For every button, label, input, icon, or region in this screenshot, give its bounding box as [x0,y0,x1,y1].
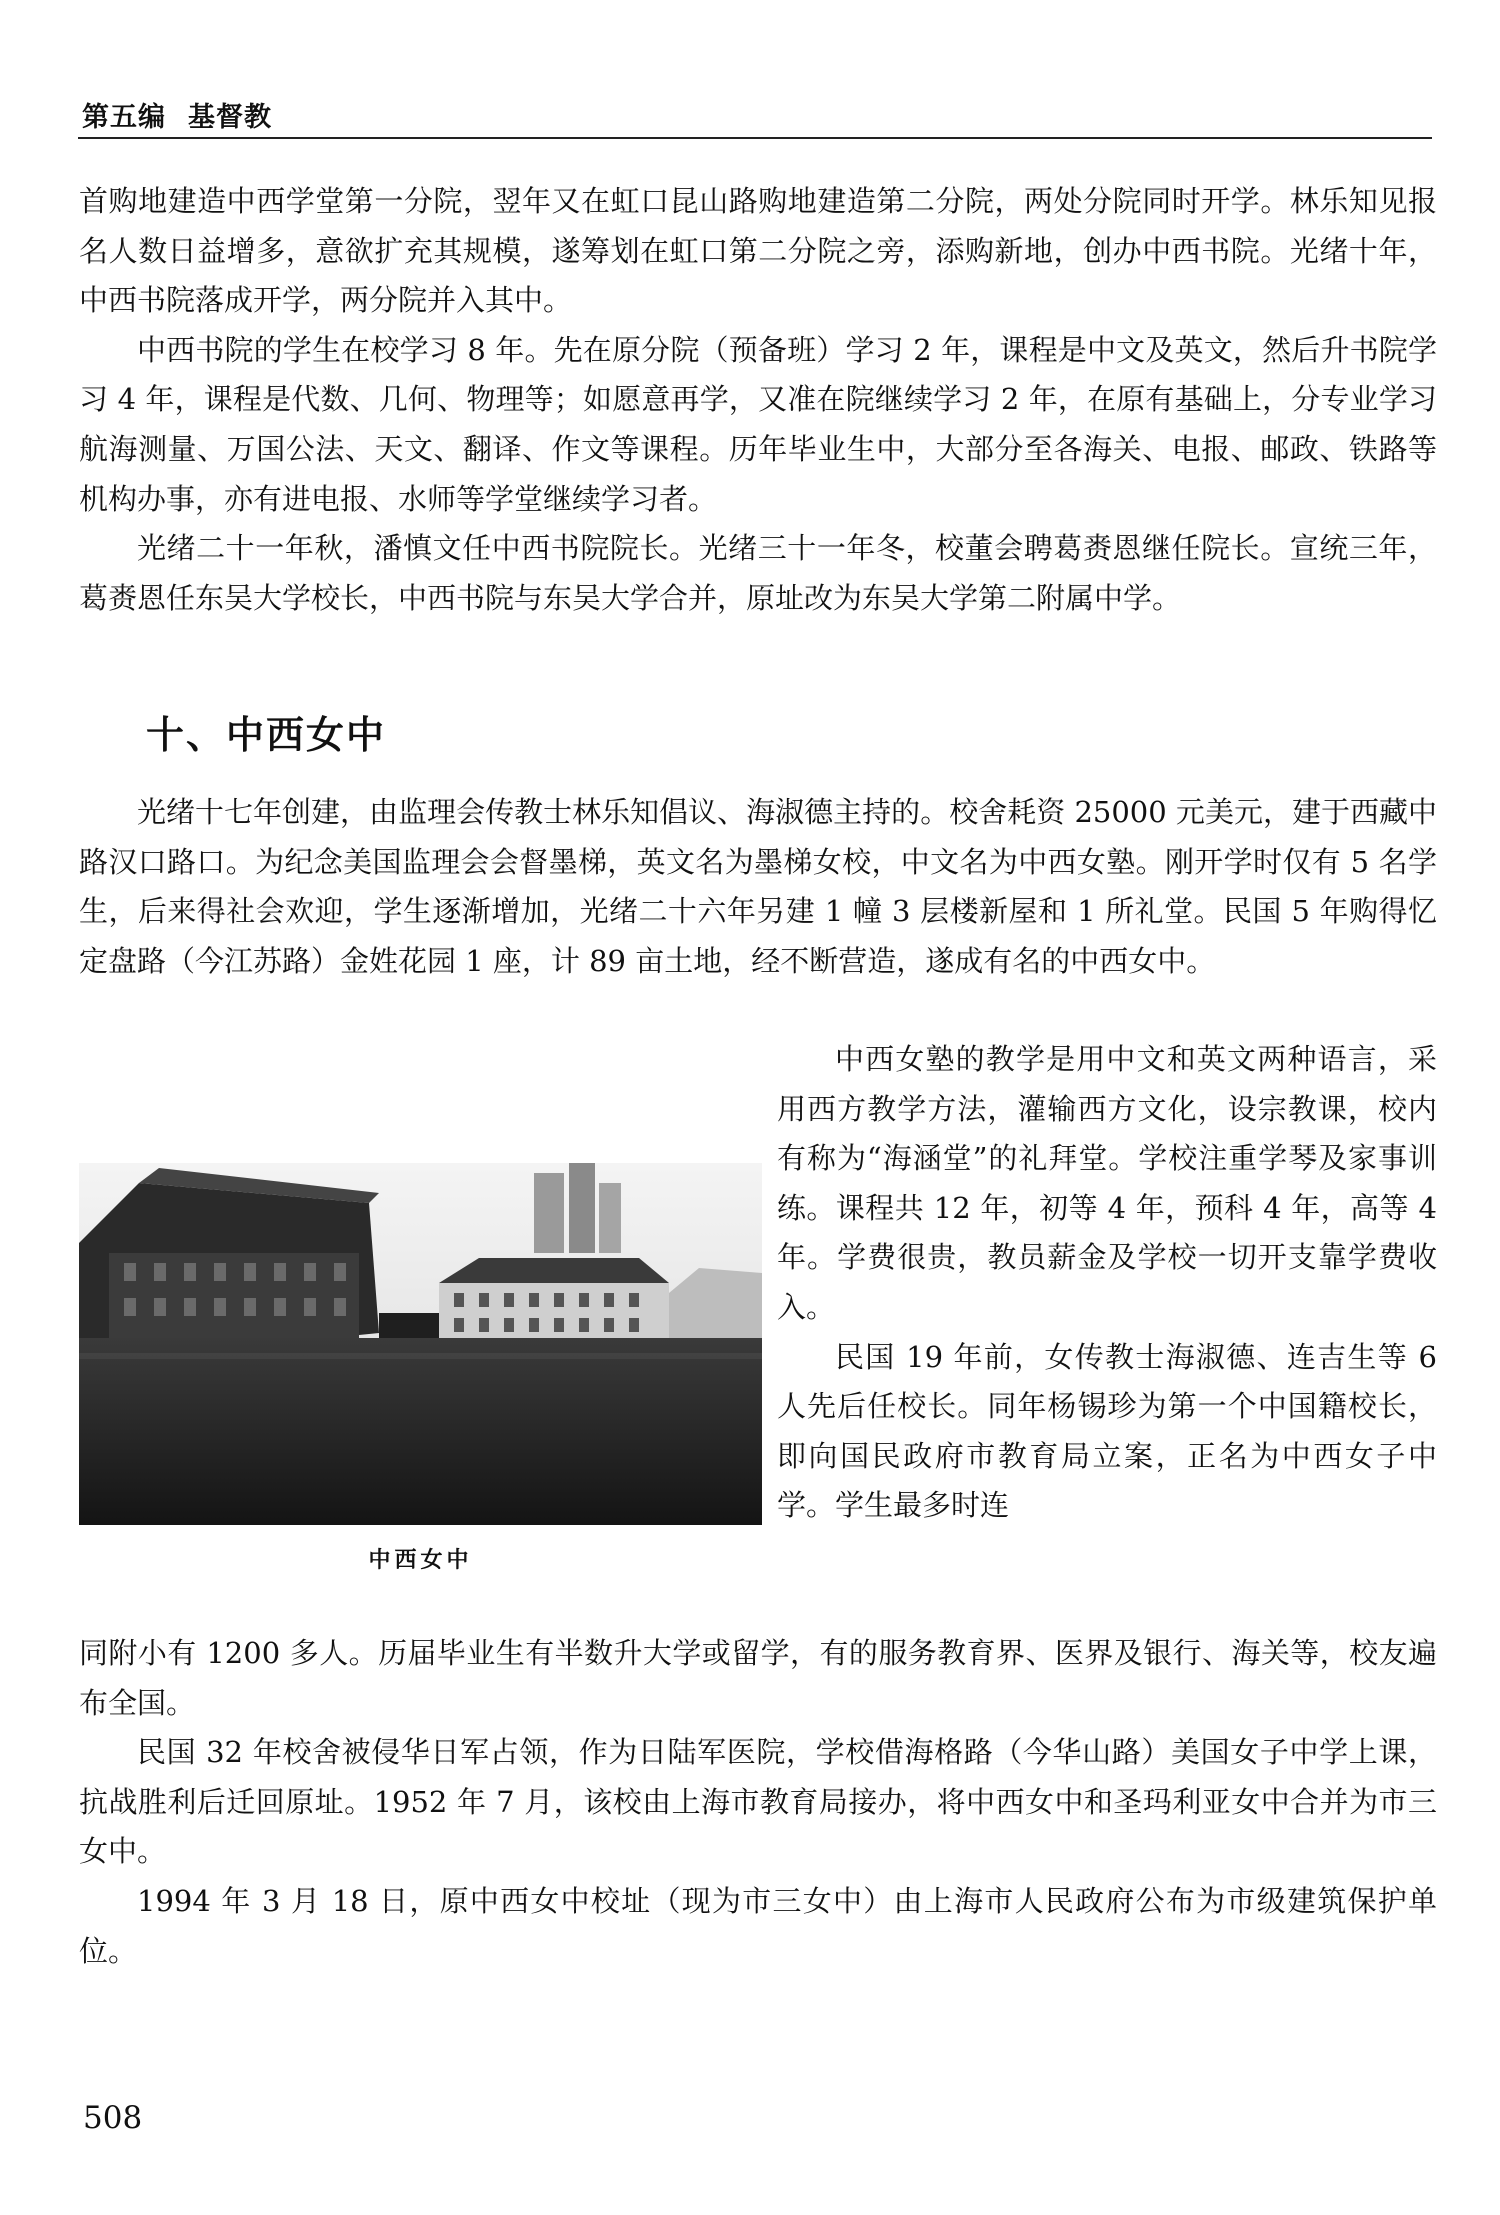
school-photo [79,1163,762,1525]
paragraph: 民国 32 年校舍被侵华日军占领，作为日陆军医院，学校借海格路（今华山路）美国女子中学上课，抗战胜利后迁回原址。1952 年 7 月，该校由上海市教育局接办，将中西女中和圣玛利亚女中合并为市三女中。 [79,1735,1437,1869]
paragraph: 中西女塾的教学是用中文和英文两种语言，采用西方教学方法，灌输西方文化，设宗教课，校内有称为“海涵堂”的礼拜堂。学校注重学琴及家事训练。课程共 12 年，初等 4 年，预科 4 年，高等 4 年。学费很贵，教员薪金及学校一切开支靠学费收入。 [777,1042,1437,1324]
running-head-title: 基督教 [188,102,272,133]
page-number: 508 [83,2100,143,2136]
running-head [82,95,272,134]
section-title: 十、中西女中 [146,713,387,757]
figure-caption: 中西女中 [368,1547,473,1573]
school-photo-illustration [79,1163,762,1525]
paragraph: 同附小有 1200 多人。历届毕业生有半数升大学或留学，有的服务教育界、医界及银行、海关等，校友遍布全国。 [79,1636,1437,1720]
intro-text-block [79,177,1437,623]
paragraph: 光绪二十一年秋，潘慎文任中西书院院长。光绪三十一年冬，校董会聘葛赉恩继任院长。宣统三年，葛赉恩任东吴大学校长，中西书院与东吴大学合并，原址改为东吴大学第二附属中学。 [79,531,1437,615]
paragraph: 光绪十七年创建，由监理会传教士林乐知倡议、海淑德主持的。校舍耗资 25000 元美元，建于西藏中路汉口路口。为纪念美国监理会会督墨梯，英文名为墨梯女校，中文名为中西女塾。刚开学时仅有 5 名学生，后来得社会欢迎，学生逐渐增加，光绪二十六年另建 1 幢 3 层楼新屋和 1 所礼堂。民国 5 年购得忆定盘路（今江苏路）金姓花园 1 座，计 89 亩土地，经不断营造，遂成有名的中西女中。 [79,795,1437,978]
paragraph: 中西书院的学生在校学习 8 年。先在原分院（预备班）学习 2 年，课程是中文及英文，然后升书院学习 4 年，课程是代数、几何、物理等；如愿意再学，又准在院继续学习 2 年，在原有基础上，分专业学习航海测量、万国公法、天文、翻译、作文等课程。历年毕业生中，大部分至各海关、电报、邮政、铁路等机构办事，亦有进电报、水师等学堂继续学习者。 [79,332,1437,516]
section-para-1 [79,788,1437,986]
running-head-part: 第五编 [82,102,166,133]
lower-text-block [79,1629,1437,1976]
paragraph: 首购地建造中西学堂第一分院，翌年又在虹口昆山路购地建造第二分院，两处分院同时开学。林乐知见报名人数日益增多，意欲扩充其规模，遂筹划在虹口第二分院之旁，添购新地，创办中西书院。光绪十年，中西书院落成开学，两分院并入其中。 [79,184,1437,318]
paragraph: 1994 年 3 月 18 日，原中西女中校址（现为市三女中）由上海市人民政府公布为市级建筑保护单位。 [79,1883,1437,1968]
wrapped-text-column [777,1035,1437,1531]
header-rule [78,137,1432,139]
paragraph: 民国 19 年前，女传教士海淑德、连吉生等 6 人先后任校长。同年杨锡珍为第一个中国籍校长，即向国民政府市教育局立案，正名为中西女子中学。学生最多时连 [777,1339,1437,1523]
